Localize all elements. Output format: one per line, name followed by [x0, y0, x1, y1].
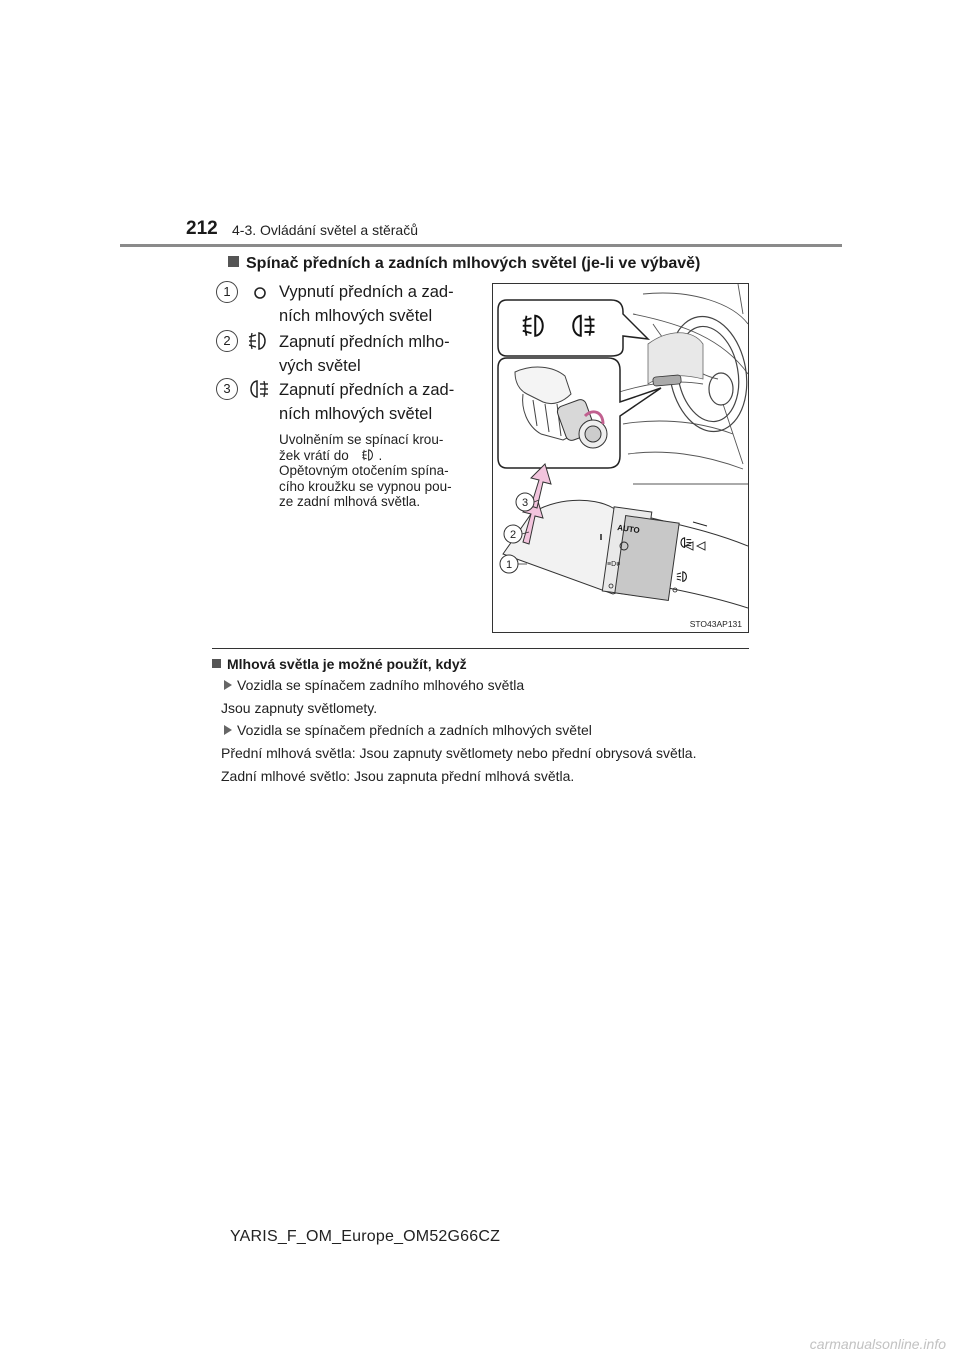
callout-1: 1: [505, 559, 513, 571]
square-bullet-icon: [212, 659, 221, 668]
usage-line-3: Zadní mlhové světlo: Jsou zapnuta přední mlhová světla.: [221, 768, 575, 784]
illustration-figure: [492, 283, 749, 633]
usage-bullet-2: Vozidla se spínačem předních a zadních mlhových světel: [224, 722, 592, 738]
figure-code: STO43AP131: [689, 619, 742, 629]
watermark: carmanualsonline.info: [809, 1336, 946, 1352]
note-line-1: Uvolněním se spínací krou-: [279, 432, 444, 447]
item-number-3: 3: [216, 378, 238, 400]
item-3-line-2: ních mlhových světel: [279, 405, 433, 423]
square-bullet-icon: [228, 256, 239, 267]
off-symbol-icon: [248, 282, 272, 304]
note-text: [279, 432, 475, 510]
callout-3: 3: [521, 497, 529, 509]
light-switch-stalk: [503, 464, 748, 608]
note-line-5: ze zadní mlhová světla.: [279, 494, 421, 509]
item-1-line-2: ních mlhových světel: [279, 307, 433, 325]
front-fog-light-icon: [359, 448, 377, 462]
item-number-1: 1: [216, 281, 238, 303]
svg-text:≡D≢: ≡D≢: [607, 561, 624, 568]
item-number-2: 2: [216, 330, 238, 352]
front-fog-light-icon: [246, 330, 270, 352]
auto-label: AUTO: [616, 523, 641, 536]
item-3-text: [279, 378, 475, 426]
dashboard-sketch: [613, 284, 748, 484]
item-2-text: [279, 330, 475, 378]
main-heading: [228, 255, 700, 273]
item-2-line-1: Zapnutí předních mlho-: [279, 333, 450, 351]
usage-line-1: Jsou zapnuty světlomety.: [221, 700, 378, 716]
note-line-2: žek vrátí do .: [279, 447, 383, 463]
section-divider: [212, 648, 749, 649]
header-rule: [120, 244, 842, 247]
item-1-line-1: Vypnutí předních a zad-: [279, 283, 454, 301]
section-title: 4-3. Ovládání světel a stěračů: [232, 222, 418, 238]
note-line-3: Opětovným otočením spína-: [279, 463, 449, 478]
page-number: 212: [186, 218, 218, 239]
usage-heading: [212, 656, 467, 672]
triangle-bullet-icon: [224, 725, 232, 735]
item-1-text: [279, 280, 475, 328]
fog-light-switch-illustration: [493, 284, 749, 633]
usage-heading-text: Mlhová světla je možné použít, když: [227, 656, 467, 672]
rear-fog-light-icon: [246, 378, 270, 400]
document-footer: YARIS_F_OM_Europe_OM52G66CZ: [230, 1228, 501, 1245]
usage-line-2: Přední mlhová světla: Jsou zapnuty světlomety nebo přední obrysová světla.: [221, 745, 697, 761]
note-line-4: cího kroužku se vypnou pou-: [279, 478, 452, 494]
usage-bullet-1: Vozidla se spínačem zadního mlhového světla: [224, 677, 524, 693]
item-2-line-2: vých světel: [279, 357, 361, 375]
triangle-bullet-icon: [224, 680, 232, 690]
callout-2: 2: [509, 529, 517, 541]
item-3-line-1: Zapnutí předních a zad-: [279, 381, 455, 399]
main-heading-text: Spínač předních a zadních mlhových světel (je-li ve výbavě): [246, 255, 701, 272]
